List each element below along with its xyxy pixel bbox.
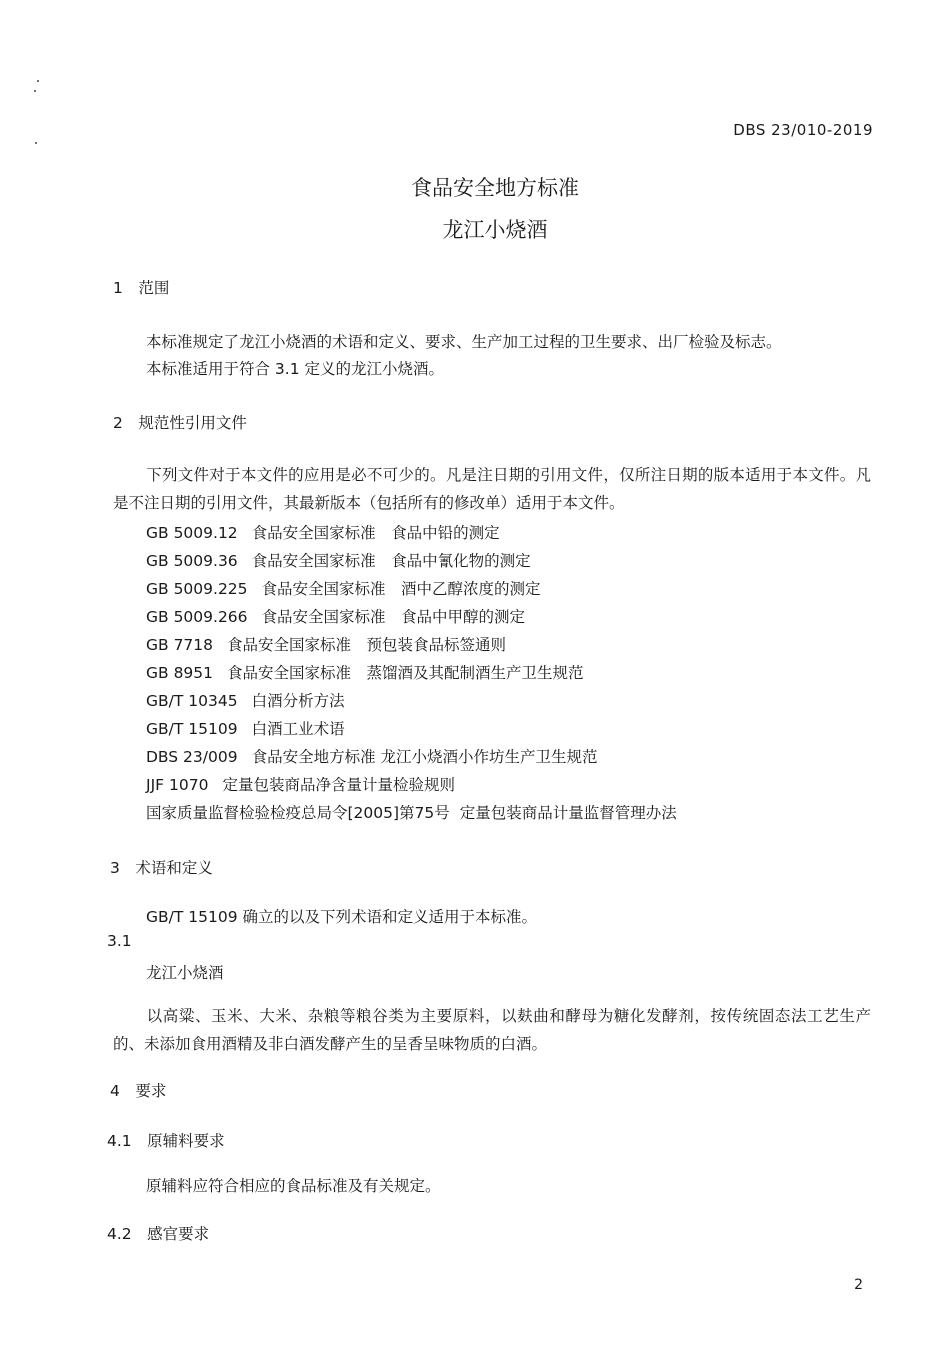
reference-title: 食品安全国家标准 蒸馏酒及其配制酒生产卫生规范 <box>227 664 584 682</box>
section-3-intro: GB/T 15109 确立的以及下列术语和定义适用于本标准。 <box>146 908 537 926</box>
reference-code: GB/T 10345 <box>146 692 238 710</box>
reference-item <box>146 717 345 739</box>
reference-item <box>146 577 541 599</box>
reference-code: 国家质量监督检验检疫总局令[2005]第75号 <box>146 804 450 822</box>
section-1-paragraph-2: 本标准适用于符合 3.1 定义的龙江小烧酒。 <box>146 360 445 378</box>
reference-code: GB 7718 <box>146 636 214 654</box>
term-definition-text: 以高粱、玉米、大米、杂粮等粮谷类为主要原料，以麸曲和酵母为糖化发酵剂，按传统固态法工艺生产的、未添加食用酒精及非白酒发酵产生的呈香呈味物质的白酒。 <box>113 1007 871 1053</box>
reference-title: 定量包装商品计量监督管理办法 <box>459 804 677 822</box>
scan-speck <box>34 90 36 92</box>
term-definition <box>113 1002 871 1058</box>
document-title-line2: 龙江小烧酒 <box>442 218 548 242</box>
reference-item <box>146 549 531 571</box>
reference-title: 食品安全国家标准 食品中铅的测定 <box>251 524 500 542</box>
reference-title: 食品安全国家标准 预包装食品标签通则 <box>227 636 507 654</box>
scan-speck <box>35 142 37 144</box>
reference-code: JJF 1070 <box>146 776 209 794</box>
section-3-heading: 3 术语和定义 <box>110 859 213 877</box>
reference-code: GB/T 15109 <box>146 720 238 738</box>
reference-item <box>146 801 677 823</box>
subsection-3-1-number: 3.1 <box>107 932 132 950</box>
section-4-heading: 4 要求 <box>110 1082 167 1100</box>
reference-item <box>146 521 500 543</box>
reference-code: GB 5009.225 <box>146 580 248 598</box>
reference-code: GB 5009.36 <box>146 552 238 570</box>
reference-item <box>146 745 598 767</box>
section-2-intro <box>113 461 871 517</box>
section-1-heading: 1 范围 <box>113 279 170 297</box>
reference-title: 食品安全国家标准 食品中甲醇的测定 <box>261 608 526 626</box>
section-2-heading: 2 规范性引用文件 <box>113 414 247 432</box>
page-number: 2 <box>854 1277 863 1293</box>
reference-title: 食品安全国家标准 食品中氰化物的测定 <box>251 552 531 570</box>
reference-code: GB 5009.266 <box>146 608 248 626</box>
reference-title: 食品安全地方标准 龙江小烧酒小作坊生产卫生规范 <box>251 748 598 766</box>
section-1-paragraph-1: 本标准规定了龙江小烧酒的术语和定义、要求、生产加工过程的卫生要求、出厂检验及标志。 <box>146 333 782 351</box>
reference-code: GB 5009.12 <box>146 524 238 542</box>
section-4-1-heading: 4.1 原辅料要求 <box>107 1132 225 1150</box>
reference-title: 白酒分析方法 <box>251 692 345 710</box>
term-name: 龙江小烧酒 <box>146 964 224 982</box>
reference-title: 定量包装商品净含量计量检验规则 <box>222 776 455 794</box>
section-4-1-text: 原辅料应符合相应的食品标准及有关规定。 <box>146 1177 441 1195</box>
document-title-line1: 食品安全地方标准 <box>411 176 579 200</box>
section-2-intro-text: 下列文件对于本文件的应用是必不可少的。凡是注日期的引用文件，仅所注日期的版本适用于本文件。凡是不注日期的引用文件，其最新版本（包括所有的修改单）适用于本文件。 <box>113 466 871 512</box>
reference-title: 食品安全国家标准 酒中乙醇浓度的测定 <box>261 580 541 598</box>
section-4-2-heading: 4.2 感官要求 <box>107 1225 210 1243</box>
scan-speck <box>37 80 39 82</box>
reference-title: 白酒工业术语 <box>251 720 345 738</box>
reference-item <box>146 605 525 627</box>
reference-code: GB 8951 <box>146 664 214 682</box>
reference-code: DBS 23/009 <box>146 748 238 766</box>
reference-item <box>146 661 584 683</box>
reference-item <box>146 689 345 711</box>
reference-item <box>146 773 455 795</box>
document-number: DBS 23/010-2019 <box>733 121 873 139</box>
reference-item <box>146 633 506 655</box>
